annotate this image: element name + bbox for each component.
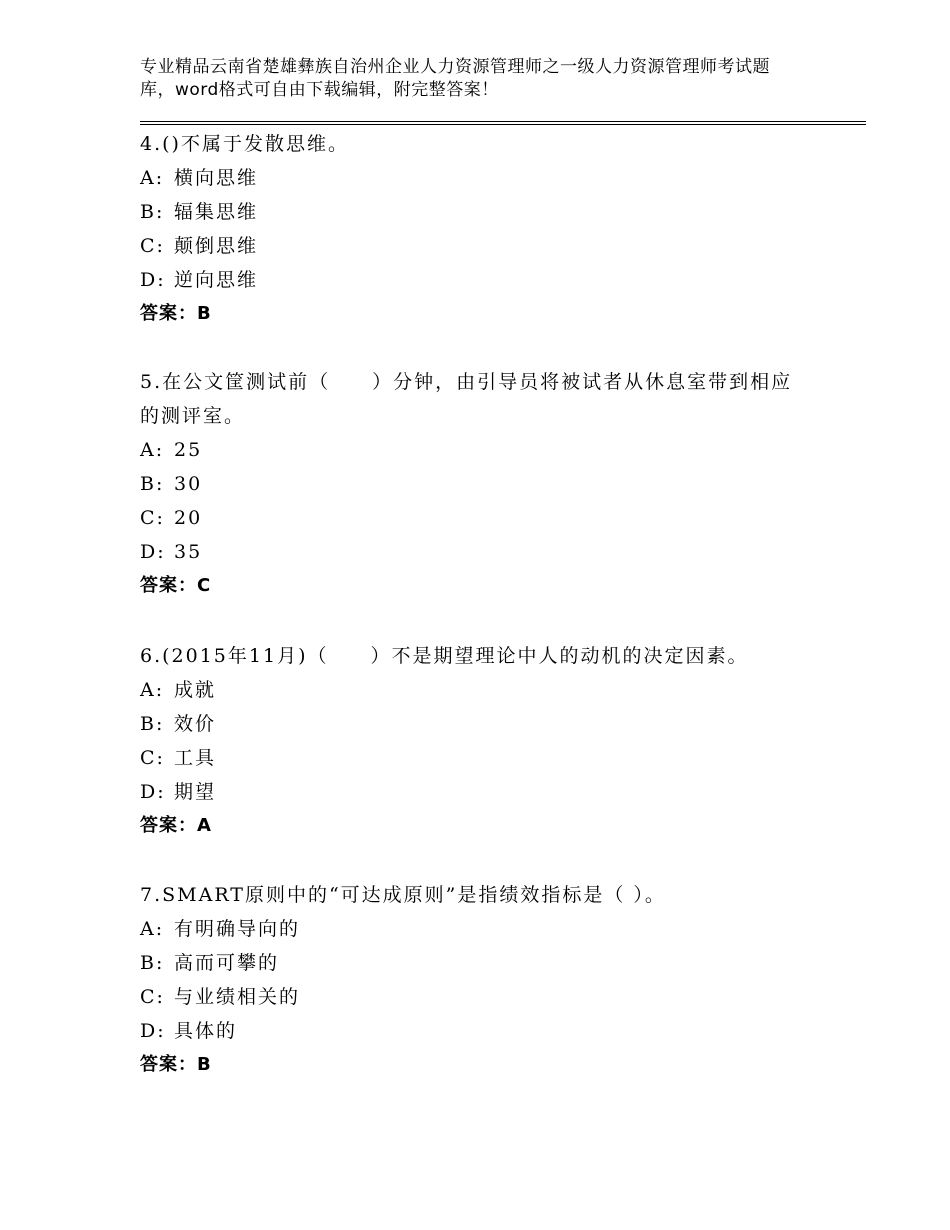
option-letter: A: xyxy=(140,918,165,940)
option-letter: C: xyxy=(140,507,165,529)
option-text: 20 xyxy=(174,507,203,529)
option-d xyxy=(140,263,830,297)
option-letter: D: xyxy=(140,269,166,291)
answer-line: 答案：B xyxy=(140,303,212,324)
option-a xyxy=(140,433,830,467)
option-text: 与业绩相关的 xyxy=(174,986,301,1008)
option-letter: C: xyxy=(140,747,165,769)
header-divider-bottom xyxy=(140,124,866,125)
option-c xyxy=(140,741,830,775)
option-a xyxy=(140,912,830,946)
answer-line: 答案：A xyxy=(140,815,212,836)
option-b xyxy=(140,707,830,741)
option-d xyxy=(140,775,830,809)
option-c xyxy=(140,980,830,1014)
question-text: 4.()不属于发散思维。 xyxy=(140,133,349,155)
question-6 xyxy=(140,639,830,843)
option-text: 工具 xyxy=(174,747,217,769)
option-c xyxy=(140,501,830,535)
option-text: 横向思维 xyxy=(174,167,259,189)
question-5 xyxy=(140,365,830,603)
option-b xyxy=(140,946,830,980)
option-a xyxy=(140,161,830,195)
option-letter: A: xyxy=(140,679,165,701)
option-letter: A: xyxy=(140,167,165,189)
option-text: 逆向思维 xyxy=(174,269,259,291)
option-letter: C: xyxy=(140,986,165,1008)
option-text: 30 xyxy=(174,473,203,495)
option-letter: D: xyxy=(140,541,166,563)
option-text: 期望 xyxy=(174,781,217,803)
option-letter: B: xyxy=(140,713,165,735)
option-text: 效价 xyxy=(174,713,217,735)
option-b xyxy=(140,467,830,501)
option-d xyxy=(140,535,830,569)
header-divider-top xyxy=(140,121,866,122)
option-text: 具体的 xyxy=(174,1020,238,1042)
document-header xyxy=(140,56,840,102)
option-letter: B: xyxy=(140,201,165,223)
option-c xyxy=(140,229,830,263)
option-text: 辐集思维 xyxy=(174,201,259,223)
option-a xyxy=(140,673,830,707)
header-line-2: 库，word格式可自由下载编辑，附完整答案！ xyxy=(140,80,499,100)
option-letter: B: xyxy=(140,952,165,974)
answer-line: 答案：B xyxy=(140,1054,212,1075)
option-letter: C: xyxy=(140,235,165,257)
option-text: 颠倒思维 xyxy=(174,235,259,257)
option-text: 25 xyxy=(174,439,203,461)
question-text: 5.在公文筐测试前（ ）分钟，由引导员将被试者从休息室带到相应 xyxy=(140,371,793,393)
option-d xyxy=(140,1014,830,1048)
option-text: 高而可攀的 xyxy=(174,952,280,974)
answer-line: 答案：C xyxy=(140,575,212,596)
question-text: 7.SMART原则中的“可达成原则”是指绩效指标是（ ）。 xyxy=(140,884,666,906)
option-letter: B: xyxy=(140,473,165,495)
option-letter: D: xyxy=(140,1020,166,1042)
header-line-1: 专业精品云南省楚雄彝族自治州企业人力资源管理师之一级人力资源管理师考试题 xyxy=(140,57,770,77)
option-b xyxy=(140,195,830,229)
question-text: 6.(2015年11月)（ ）不是期望理论中人的动机的决定因素。 xyxy=(140,645,749,667)
option-text: 有明确导向的 xyxy=(174,918,301,940)
option-text: 成就 xyxy=(174,679,217,701)
option-text: 35 xyxy=(174,541,203,563)
option-letter: A: xyxy=(140,439,165,461)
question-4 xyxy=(140,127,830,331)
question-text-continued: 的测评室。 xyxy=(140,405,246,427)
question-7 xyxy=(140,878,830,1082)
option-letter: D: xyxy=(140,781,166,803)
